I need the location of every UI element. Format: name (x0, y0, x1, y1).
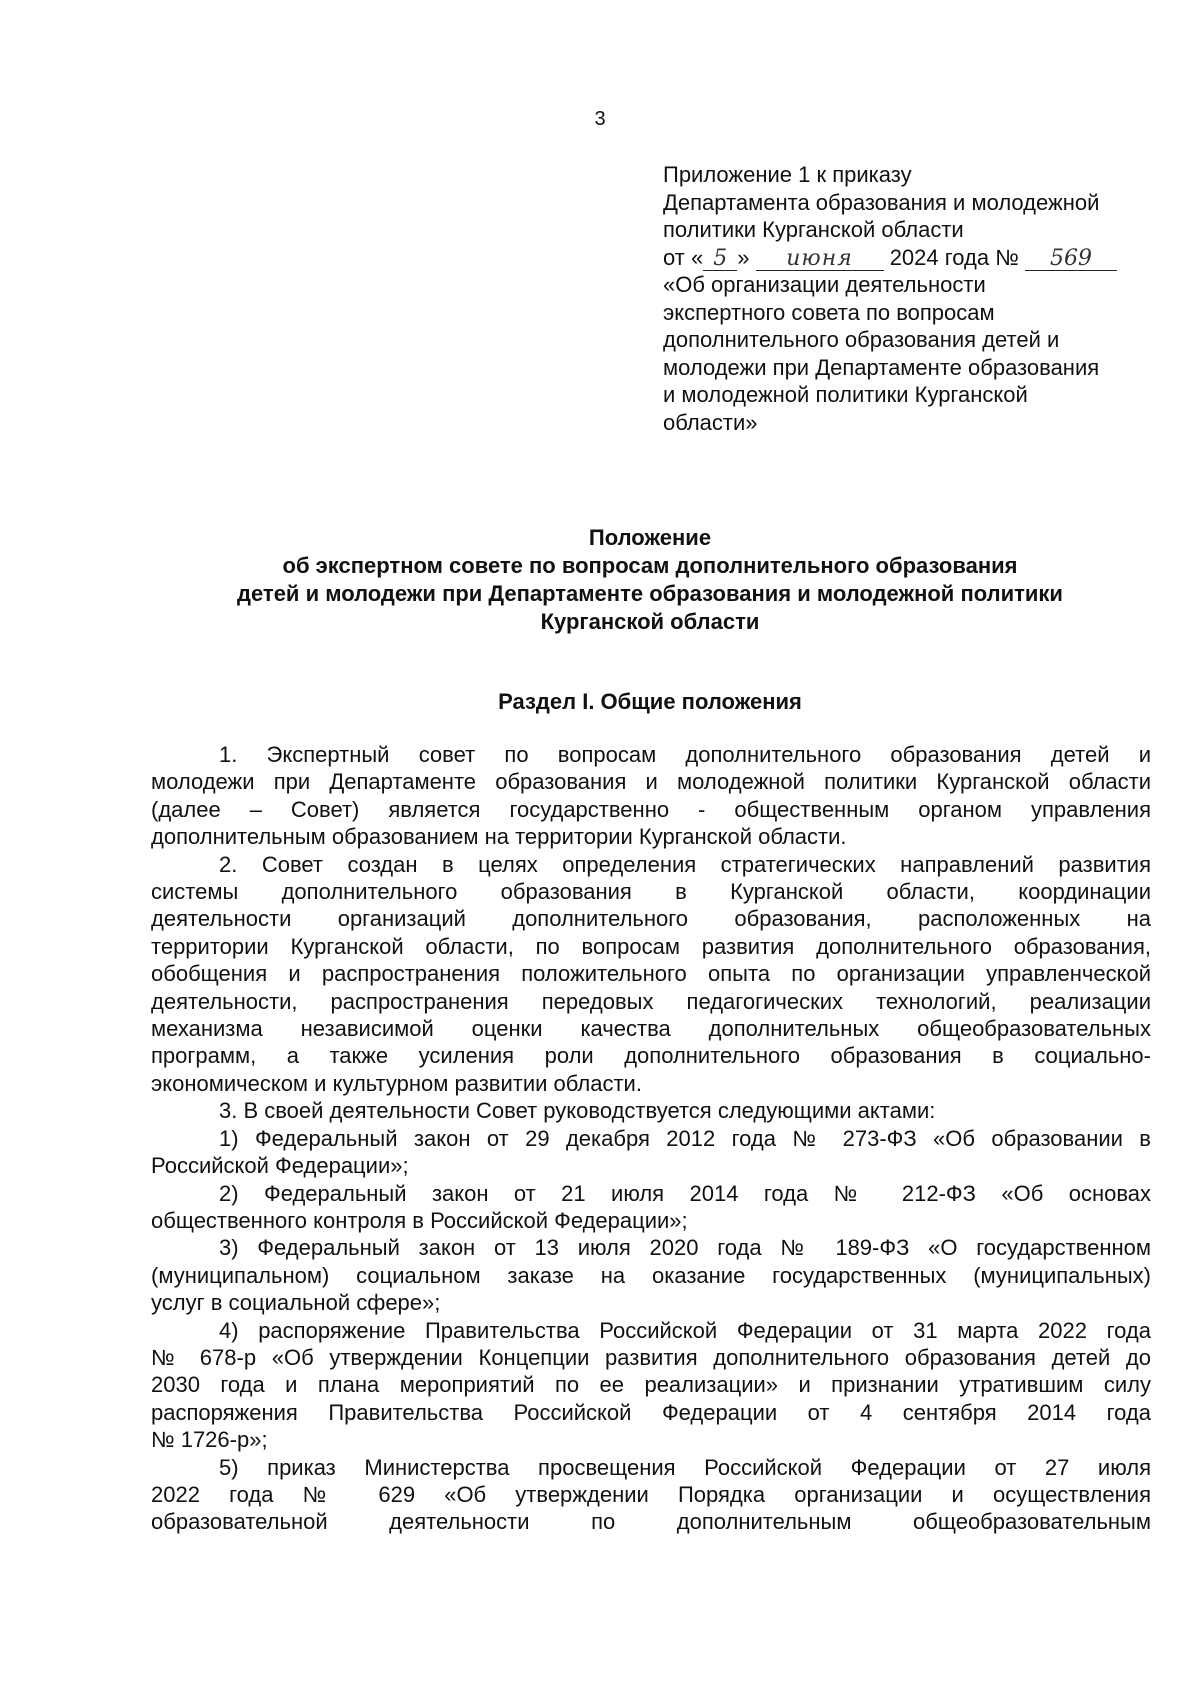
appendix-line: области» (663, 409, 758, 435)
date-year: 2024 года № (889, 244, 1019, 270)
section-heading: Раздел I. Общие положения (498, 689, 802, 714)
paragraph-first-line-text: 2. Совет создан в целях определения стратегических направлений развития (219, 851, 1151, 877)
paragraph-line: образовательной деятельности по дополнительным общеобразовательным (151, 1509, 1151, 1535)
paragraph-line: системы дополнительного образования в Курганской области, координации (151, 879, 1151, 905)
paragraph (151, 1317, 1151, 1454)
paragraph-first-line-text: 1) Федеральный закон от 29 декабря 2012 года № 273-ФЗ «Об образовании в (219, 1125, 1151, 1151)
appendix-line: и молодежной политики Курганской (663, 382, 1028, 407)
paragraph-line: программ, а также усиления роли дополнительного образования в социально- (151, 1043, 1151, 1069)
page-number: 3 (594, 108, 606, 130)
handwritten-month: июня (756, 248, 884, 271)
paragraph-line (151, 1180, 1151, 1207)
document-body (151, 741, 1151, 1536)
paragraph-line (151, 1234, 1151, 1261)
appendix-line: Приложение 1 к приказу (663, 162, 912, 187)
paragraph-first-line-text: 2) Федеральный закон от 21 июля 2014 года № 212-ФЗ «Об основах (219, 1180, 1151, 1206)
handwritten-order-number: 569 (1025, 248, 1117, 271)
paragraph-line: № 1726-р»; (151, 1427, 268, 1453)
paragraph-line: деятельности организаций дополнительного образования, расположенных на (151, 906, 1151, 932)
paragraph-first-line-text: 1. Экспертный совет по вопросам дополнительного образования детей и (219, 742, 1151, 767)
appendix-line: «Об организации деятельности (663, 272, 986, 297)
paragraph-first-line-text: 3. В своей деятельности Совет руководствуется следующими актами: (219, 1098, 936, 1124)
paragraph-line: дополнительным образованием на территории Курганской области. (151, 824, 847, 850)
handwritten-day: 5 (703, 248, 737, 271)
appendix-line: Департамента образования и молодежной (663, 189, 1100, 215)
paragraph-line: распоряжения Правительства Российской Федерации от 4 сентября 2014 года (151, 1399, 1151, 1425)
paragraph-line (151, 1317, 1151, 1344)
paragraph (151, 1180, 1151, 1235)
paragraph-line: молодежи при Департаменте образования и молодежной политики Курганской области (151, 769, 1151, 795)
paragraph-line: деятельности, распространения передовых педагогических технологий, реализации (151, 988, 1151, 1014)
paragraph-first-line-text: 4) распоряжение Правительства Российской Федерации от 31 марта 2022 года (219, 1317, 1151, 1343)
appendix-line: молодежи при Департаменте образования (663, 354, 1100, 380)
paragraph (151, 1097, 1151, 1124)
appendix-header (663, 161, 1153, 436)
paragraph-line: Российской Федерации»; (151, 1153, 409, 1179)
paragraph-line: услуг в социальной сфере»; (151, 1290, 441, 1316)
paragraph-line (151, 1097, 1151, 1124)
paragraph-line: № 678-р «Об утверждении Концепции развития дополнительного образования детей до (151, 1344, 1151, 1370)
title-line: об экспертном совете по вопросам дополнительного образования (282, 553, 1018, 578)
paragraph-line (151, 741, 1151, 768)
paragraph-line: 2030 года и плана мероприятий по ее реализации» и признании утратившим силу (151, 1372, 1151, 1398)
paragraph-line: общественного контроля в Российской Федерации»; (151, 1207, 688, 1233)
date-prefix: от « (663, 244, 704, 270)
paragraph (151, 851, 1151, 1098)
paragraph-line: обобщения и распространения положительного опыта по организации управленческой (151, 961, 1151, 987)
paragraph-line (151, 1125, 1151, 1152)
paragraph-line: (далее – Совет) является государственно - общественным органом управления (151, 796, 1151, 822)
appendix-date-line (663, 244, 1153, 272)
appendix-line: дополнительного образования детей и (663, 327, 1060, 352)
paragraph (151, 1234, 1151, 1316)
paragraph-line: территории Курганской области, по вопросам развития дополнительного образования, (151, 933, 1151, 959)
appendix-line: политики Курганской области (663, 217, 964, 242)
paragraph (151, 1125, 1151, 1180)
paragraph-line: (муниципальном) социальном заказе на оказание государственных (муниципальных) (151, 1262, 1151, 1288)
appendix-line: экспертного совета по вопросам (663, 299, 995, 325)
paragraph-line: механизма независимой оценки качества дополнительных общеобразовательных (151, 1016, 1151, 1042)
paragraph-first-line-text: 5) приказ Министерства просвещения Российской Федерации от 27 июля (219, 1454, 1151, 1480)
paragraph (151, 1454, 1151, 1536)
date-quote-close: » (737, 244, 750, 270)
title-line: детей и молодежи при Департаменте образования и молодежной политики (237, 581, 1063, 606)
paragraph (151, 741, 1151, 851)
paragraph-line: 2022 года № 629 «Об утверждении Порядка организации и осуществления (151, 1481, 1151, 1507)
title-line: Курганской области (540, 609, 760, 634)
paragraph-line (151, 851, 1151, 878)
paragraph-first-line-text: 3) Федеральный закон от 13 июля 2020 года № 189-ФЗ «О государственном (219, 1235, 1151, 1261)
paragraph-line (151, 1454, 1151, 1481)
paragraph-line: экономическом и культурном развитии области. (151, 1070, 642, 1096)
document-title (100, 524, 1200, 636)
title-line: Положение (588, 525, 712, 550)
